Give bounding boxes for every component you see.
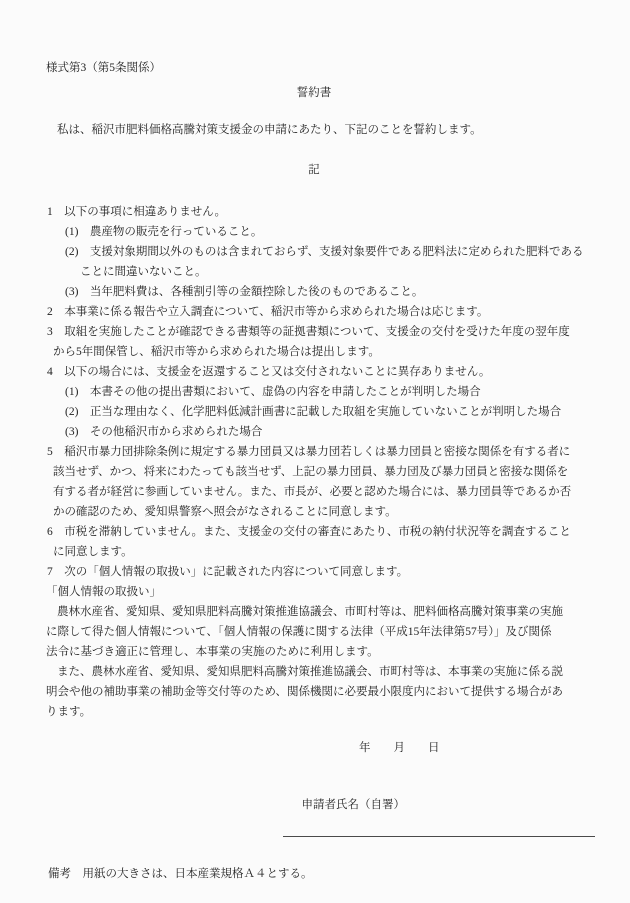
document-line: (2) 支援対象期間以外のものは含まれておらず、支援対象要件である肥料法に定められた肥料である: [65, 246, 584, 258]
document-line: 法令に基づき適正に管理し、本事業の実施のために利用します。: [46, 646, 379, 658]
signature-label: 申請者氏名（自署）: [301, 799, 405, 811]
document-line: に同意します。: [53, 546, 133, 558]
document-line: ことに間違いないこと。: [80, 266, 207, 278]
document-line: 6 市税を滞納していません。また、支援金の交付の審査にあたり、市税の納付状況等を調査すること: [47, 526, 571, 538]
document-line: 該当せず、かつ、将来にわたっても該当せず、上記の暴力団員、暴力団及び暴力団員と密接な関係を: [53, 466, 569, 478]
document-line: 3 取組を実施したことが確認できる書類等の証拠書類について、支援金の交付を受けた年度の翌年度: [47, 326, 570, 338]
document-line: 「個人情報の取扱い」: [46, 586, 161, 598]
date-line: 年 月 日: [359, 742, 440, 754]
document-body: [46, 202, 582, 722]
document-line: また、農林水産省、愛知県、愛知県肥料高騰対策推進協議会、市町村等は、本事業の実施に係る説: [57, 666, 563, 678]
document-line: (3) 当年肥料費は、各種割引等の金額控除した後のものであること。: [65, 286, 424, 298]
document-line: 有する者が経営に参画していません。また、市長が、必要と認めた場合には、暴力団員等であるか否: [53, 486, 572, 498]
document-line: から5年間保管し、稲沢市等から求められた場合は提出します。: [53, 346, 380, 358]
intro-paragraph: 私は、稲沢市肥料価格高騰対策支援金の申請にあたり、下記のことを誓約します。: [57, 124, 482, 136]
document-line: 7 次の「個人情報の取扱い」に記載された内容について同意します。: [47, 566, 409, 578]
document-line: 1 以下の事項に相違ありません。: [47, 206, 226, 218]
document-title: 誓約書: [296, 87, 332, 99]
document-line: (1) 本書その他の提出書類において、虚偽の内容を申請したことが判明した場合: [65, 386, 481, 398]
form-label: 様式第3（第5条関係）: [46, 62, 161, 74]
document-line: に際して得た個人情報について、「個人情報の保護に関する法律（平成15年法律第57号）」及び関係: [46, 626, 552, 638]
document-line: ります。: [46, 706, 92, 718]
signature-line: [283, 775, 595, 837]
record-mark: 記: [308, 164, 320, 176]
document-line: 5 稲沢市暴力団排除条例に規定する暴力団員又は暴力団若しくは暴力団員と密接な関係を有する者に: [47, 446, 571, 458]
note-line: 備考 用紙の大きさは、日本産業規格Ａ４とする。: [48, 868, 313, 880]
document-line: 4 以下の場合には、支援金を返還すること又は交付されないことに異存ありません。: [47, 366, 491, 378]
document-line: かの確認のため、愛知県警察へ照会がなされることに同意します。: [53, 506, 397, 518]
document-line: (2) 正当な理由なく、化学肥料低減計画書に記載した取組を実施していないことが判明した場合: [65, 406, 562, 418]
document-line: (1) 農産物の販売を行っていること。: [65, 226, 263, 238]
document-line: (3) その他稲沢市から求められた場合: [65, 426, 263, 438]
document-line: 2 本事業に係る報告や立入調査について、稲沢市等から求められた場合は応じます。: [47, 306, 489, 318]
document-line: 農林水産省、愛知県、愛知県肥料高騰対策推進協議会、市町村等は、肥料価格高騰対策事業の実施: [57, 606, 563, 618]
document-line: 明会や他の補助事業の補助金等交付等のため、関係機関に必要最小限度内において提供する場合があ: [46, 686, 564, 698]
